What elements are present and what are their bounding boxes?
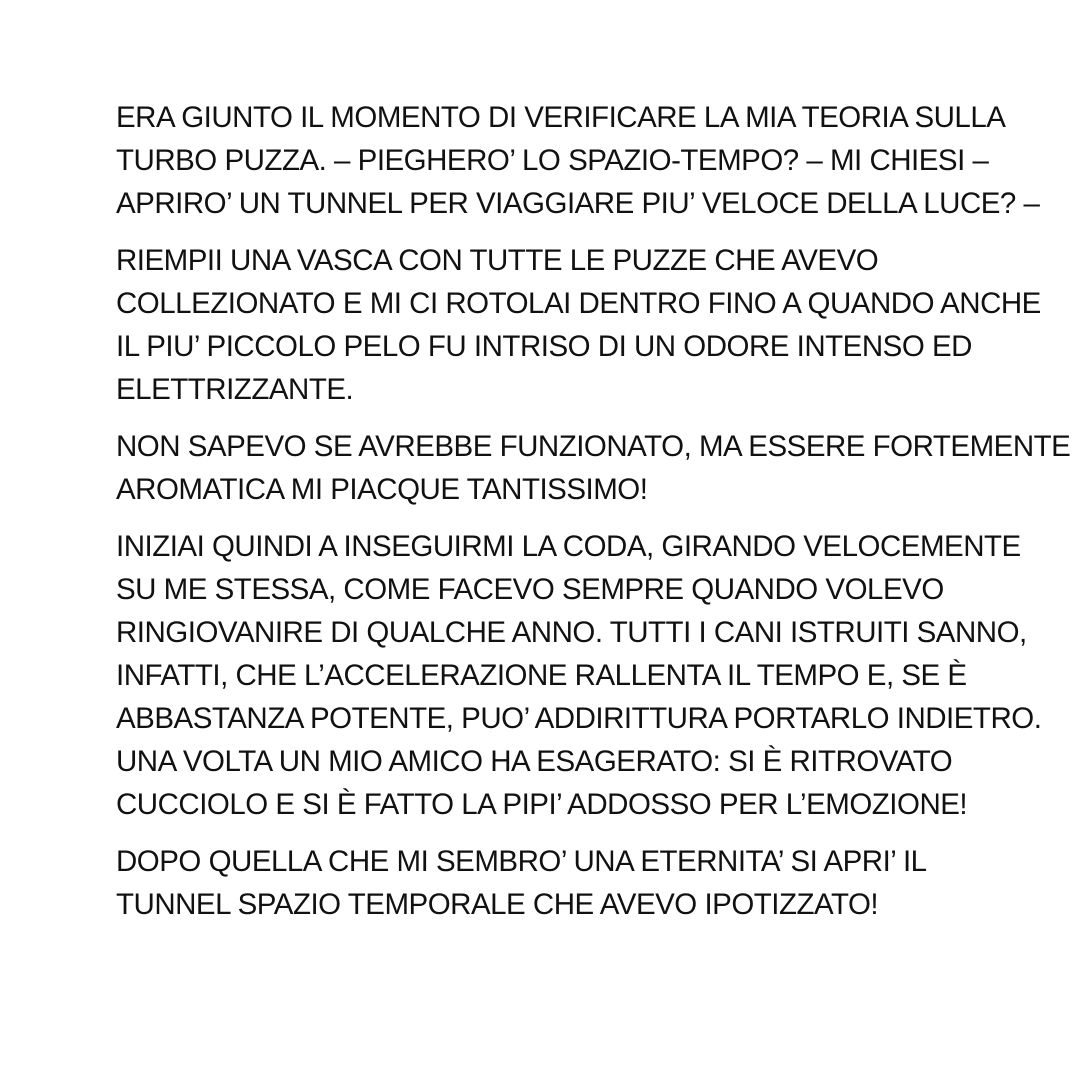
text-line: ELETTRIZZANTE. (116, 373, 354, 406)
text-line: CUCCIOLO E SI È FATTO LA PIPI’ ADDOSSO PER L’EMOZIONE! (116, 788, 968, 821)
text-line: ABBASTANZA POTENTE, PUO’ ADDIRITTURA PORTARLO INDIETRO. (116, 702, 1042, 735)
text-line: DOPO QUELLA CHE MI SEMBRO’ UNA ETERNITA’ SI APRI’ IL (116, 845, 927, 878)
text-line: AROMATICA MI PIACQUE TANTISSIMO! (116, 473, 648, 506)
text-line: INIZIAI QUINDI A INSEGUIRMI LA CODA, GIRANDO VELOCEMENTE (116, 530, 1021, 563)
paragraph-3 (116, 425, 1071, 511)
text-line: INFATTI, CHE L’ACCELERAZIONE RALLENTA IL TEMPO E, SE È (116, 659, 967, 692)
text-line: TUNNEL SPAZIO TEMPORALE CHE AVEVO IPOTIZZATO! (116, 888, 879, 921)
text-line: IL PIU’ PICCOLO PELO FU INTRISO DI UN ODORE INTENSO ED (116, 330, 972, 363)
story-text (116, 96, 1071, 940)
text-line: APRIRO’ UN TUNNEL PER VIAGGIARE PIU’ VELOCE DELLA LUCE? – (116, 187, 1040, 220)
paragraph-2 (116, 239, 1046, 411)
text-line: SU ME STESSA, COME FACEVO SEMPRE QUANDO VOLEVO (116, 573, 944, 606)
paragraph-1 (116, 96, 1046, 225)
text-line: NON SAPEVO SE AVREBBE FUNZIONATO, MA ESSERE FORTEMENTE (116, 430, 1071, 463)
paragraph-4 (116, 525, 1046, 826)
text-line: TURBO PUZZA. – PIEGHERO’ LO SPAZIO-TEMPO? – MI CHIESI – (116, 144, 989, 177)
text-line: ERA GIUNTO IL MOMENTO DI VERIFICARE LA MIA TEORIA SULLA (116, 101, 1006, 134)
text-line: RINGIOVANIRE DI QUALCHE ANNO. TUTTI I CANI ISTRUITI SANNO, (116, 616, 1027, 649)
paragraph-5 (116, 840, 1046, 926)
text-line: COLLEZIONATO E MI CI ROTOLAI DENTRO FINO A QUANDO ANCHE (116, 287, 1041, 320)
text-line: UNA VOLTA UN MIO AMICO HA ESAGERATO: SI È RITROVATO (116, 745, 953, 778)
text-line: RIEMPII UNA VASCA CON TUTTE LE PUZZE CHE AVEVO (116, 244, 879, 277)
